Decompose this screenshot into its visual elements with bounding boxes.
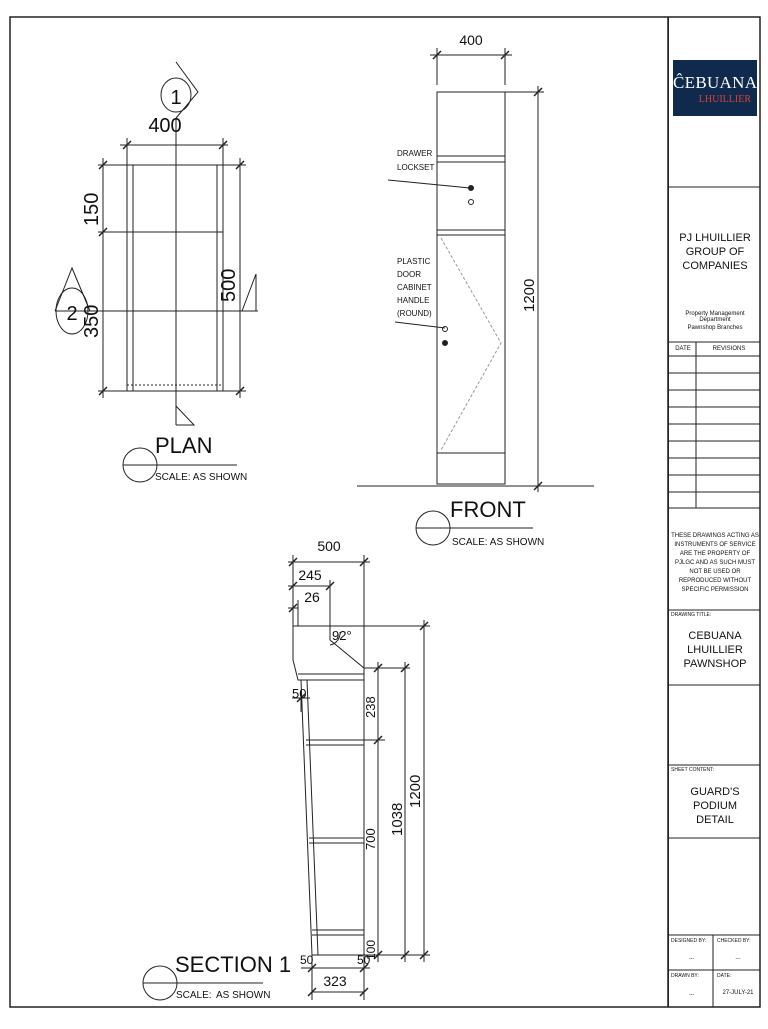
- date-label: DATE:: [717, 973, 732, 979]
- section-scale-value: AS SHOWN: [216, 990, 271, 1001]
- section-title: SECTION 1: [175, 952, 292, 977]
- section-dim-100: 100: [364, 939, 378, 960]
- svg-text:PLASTIC: PLASTIC: [397, 257, 431, 266]
- drawing-title-label: DRAWING TITLE:: [671, 612, 712, 618]
- date-header: DATE: [675, 346, 691, 352]
- plan-dim-mid: 350: [81, 304, 103, 338]
- designed-by-value: ---: [689, 956, 694, 962]
- sheet-content: GUARD'S PODIUM DETAIL: [690, 786, 740, 826]
- title-block: [668, 17, 761, 1007]
- section-dim-500: 500: [317, 538, 341, 554]
- front-view: [357, 48, 594, 545]
- plan-dim-width: 400: [148, 115, 182, 137]
- branch: Pawnshop Branches: [687, 325, 743, 331]
- section-dim-26: 26: [304, 589, 320, 605]
- svg-text:CABINET: CABINET: [397, 283, 432, 292]
- section-dim-50-bottom-right: 50: [357, 953, 371, 967]
- plan-scale: SCALE: AS SHOWN: [155, 472, 248, 483]
- date-value: 27-JULY-21: [722, 990, 754, 996]
- plan-marker-1: 1: [170, 87, 182, 109]
- front-scale: SCALE: AS SHOWN: [452, 537, 545, 548]
- svg-text:LOCKSET: LOCKSET: [397, 163, 435, 172]
- checked-by-value: ---: [735, 956, 741, 962]
- plan-title: PLAN: [155, 433, 213, 458]
- section-dim-245: 245: [298, 567, 322, 583]
- sheet-content-label: SHEET CONTENT:: [671, 767, 714, 773]
- drawing-title: CEBUANA LHUILLIER PAWNSHOP: [683, 630, 747, 670]
- department: Property Management Department: [685, 311, 745, 323]
- section-dim-238: 238: [363, 696, 378, 718]
- section-dim-1200: 1200: [407, 774, 424, 808]
- section-dim-50-bottom-left: 50: [300, 953, 314, 967]
- front-title: FRONT: [450, 497, 526, 522]
- section-dim-700: 700: [363, 828, 378, 850]
- section-angle: 92°: [332, 628, 352, 643]
- section-view: [143, 555, 430, 1000]
- svg-text:HANDLE: HANDLE: [397, 296, 430, 305]
- front-dim-height: 1200: [521, 278, 538, 312]
- svg-text:DOOR: DOOR: [397, 270, 421, 279]
- designed-by-label: DESIGNED BY:: [671, 938, 707, 944]
- logo-sub-text: LHUILLIER: [698, 94, 751, 105]
- revisions-header: REVISIONS: [712, 346, 746, 352]
- plan-dim-right: 500: [218, 268, 240, 302]
- front-note-handle: [397, 257, 432, 318]
- section-dim-50-top-left: 50: [292, 686, 307, 701]
- disclaimer: THESE DRAWINGS ACTING AS INSTRUMENTS OF SERVICE ARE THE PROPERTY OF PJLGC AND AS SUCH MUST NOT BE USED OR REPRODUCED WITHOUT SPECIFIC PERMISSION: [671, 533, 759, 593]
- plan-marker-2: 2: [66, 303, 78, 325]
- section-scale-label: SCALE:: [176, 990, 212, 1001]
- drawn-by-label: DRAWN BY:: [671, 973, 699, 979]
- company-name: PJ LHUILLIER GROUP OF COMPANIES: [679, 232, 751, 272]
- checked-by-label: CHECKED BY:: [717, 938, 751, 944]
- svg-text:(ROUND): (ROUND): [397, 309, 432, 318]
- front-dim-width: 400: [459, 32, 483, 48]
- front-note-drawer: [397, 149, 434, 172]
- svg-text:DRAWER: DRAWER: [397, 149, 433, 158]
- plan-outline: [127, 165, 223, 391]
- section-dim-323: 323: [323, 973, 347, 989]
- drawn-by-value: ---: [689, 992, 694, 998]
- logo-main-text: ĈEBUANA: [673, 73, 758, 92]
- section-dim-1038: 1038: [389, 802, 406, 836]
- plan-dim-top: 150: [81, 192, 103, 226]
